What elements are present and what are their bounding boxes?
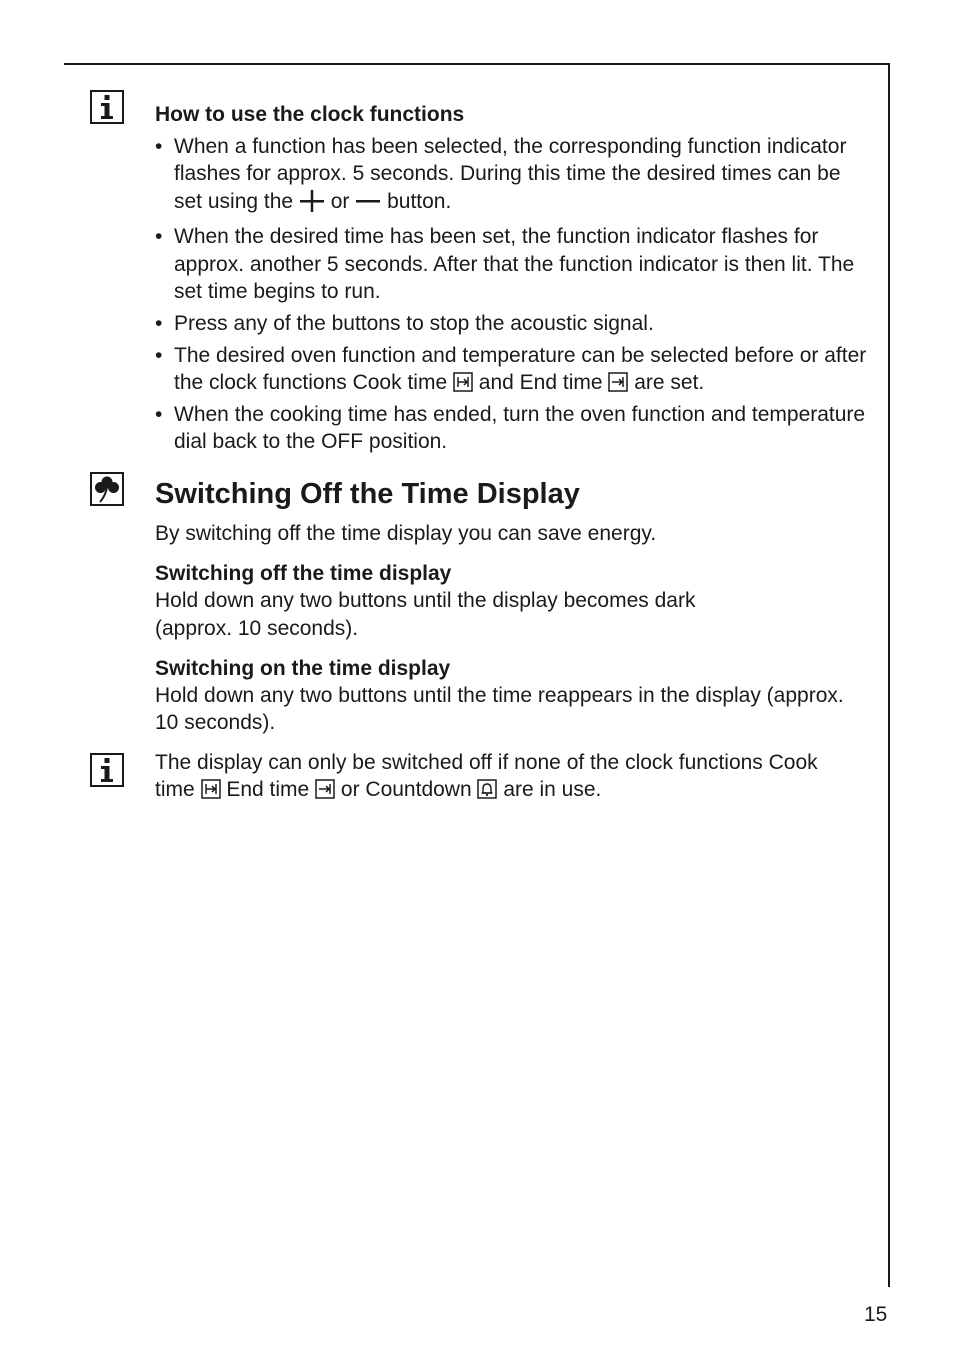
list-item: • The desired oven function and temperature can be selected before or after the clock functions Cook time and End time are set. (155, 342, 867, 397)
note-text: The display can only be switched off if none of the clock functions Cook time End time or Countdown are in use. (155, 751, 818, 802)
switch-off-heading: Switching off the time display (155, 562, 452, 586)
top-rule (64, 63, 890, 65)
minus-icon (355, 190, 381, 219)
page-number: 15 (864, 1303, 888, 1326)
right-rule (888, 63, 890, 1287)
end-time-icon (315, 779, 335, 799)
info-icon (90, 753, 124, 787)
list-item: • When the cooking time has ended, turn the oven function and temperature dial back to the OFF position. (155, 401, 867, 456)
clock-functions-list (155, 133, 867, 455)
list-item: • When a function has been selected, the corresponding function indicator flashes for approx. 5 seconds. During this time the desired times can be set using the or button. (155, 133, 867, 219)
display-note (155, 749, 845, 804)
section-title: Switching Off the Time Display (155, 478, 580, 510)
cook-time-icon (453, 372, 473, 392)
energy-intro: By switching off the time display you can save energy. (155, 522, 657, 545)
clock-functions-heading: How to use the clock functions (155, 103, 465, 126)
list-item: • When the desired time has been set, the function indicator flashes for approx. another 5 seconds. After that the function indicator is then lit. The set time begins to run. (155, 223, 867, 305)
info-icon (90, 90, 124, 124)
end-time-icon (608, 372, 628, 392)
clover-icon (90, 472, 124, 506)
switch-off-text: Hold down any two buttons until the display becomes dark (approx. 10 seconds). (155, 589, 696, 640)
plus-icon (299, 190, 325, 219)
switch-on-text: Hold down any two buttons until the time reappears in the display (approx. 10 seconds). (155, 683, 844, 735)
list-item: • Press any of the buttons to stop the acoustic signal. (155, 310, 867, 337)
countdown-bell-icon (477, 779, 497, 799)
switch-on-heading: Switching on the time display (155, 656, 451, 680)
clock-functions-section (155, 101, 867, 460)
time-display-section (155, 476, 867, 736)
cook-time-icon (201, 779, 221, 799)
